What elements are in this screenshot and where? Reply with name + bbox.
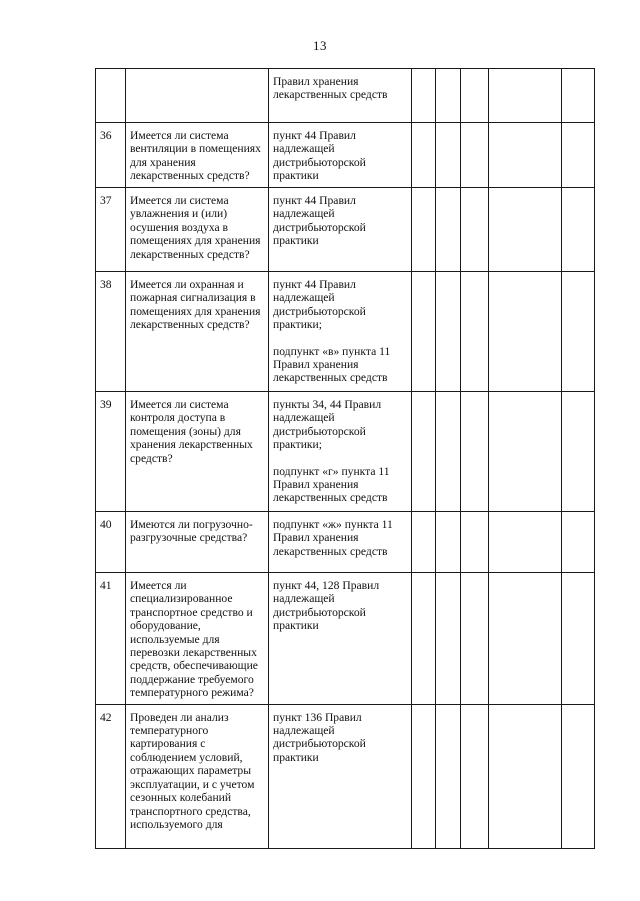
requirements-reference-cell xyxy=(269,188,412,272)
reference-paragraph: подпункт «в» пункта 11 Правил хранения лекарственных средств xyxy=(273,344,391,385)
checklist-table-body xyxy=(96,69,595,849)
answer-na-cell[interactable] xyxy=(461,573,489,705)
answer-no-cell[interactable] xyxy=(436,123,461,188)
checklist-row xyxy=(96,704,595,848)
reference-paragraph: пункт 136 Правил надлежащей дистрибьюторской практики xyxy=(273,710,366,764)
row-number: 37 xyxy=(96,188,126,272)
extra-cell[interactable] xyxy=(562,392,595,512)
requirements-reference-cell xyxy=(269,704,412,848)
question-cell: Имеется ли система контроля доступа в помещения (зоны) для хранения лекарственных средств? xyxy=(126,392,269,512)
requirements-reference-cell xyxy=(269,69,412,123)
notes-cell[interactable] xyxy=(489,512,562,573)
answer-yes-cell[interactable] xyxy=(412,188,436,272)
answer-na-cell[interactable] xyxy=(461,188,489,272)
row-number: 42 xyxy=(96,704,126,848)
extra-cell[interactable] xyxy=(562,272,595,392)
reference-paragraph: подпункт «г» пункта 11 Правил хранения лекарственных средств xyxy=(273,464,390,505)
question-cell: Проведен ли анализ температурного картирования с соблюдением условий, отражающих параметры эксплуатации, и с учетом сезонных колебаний транспортного средства, используемого для xyxy=(126,704,269,848)
checklist-row xyxy=(96,392,595,512)
answer-no-cell[interactable] xyxy=(436,392,461,512)
checklist-row xyxy=(96,69,595,123)
answer-na-cell[interactable] xyxy=(461,704,489,848)
extra-cell[interactable] xyxy=(562,188,595,272)
reference-paragraph: пункт 44, 128 Правил надлежащей дистрибьюторской практики xyxy=(273,579,380,633)
question-cell xyxy=(126,69,269,123)
question-cell: Имеется ли система вентиляции в помещениях для хранения лекарственных средств? xyxy=(126,123,269,188)
extra-cell[interactable] xyxy=(562,704,595,848)
answer-no-cell[interactable] xyxy=(436,512,461,573)
notes-cell[interactable] xyxy=(489,704,562,848)
row-number: 41 xyxy=(96,573,126,705)
row-number: 39 xyxy=(96,392,126,512)
notes-cell[interactable] xyxy=(489,188,562,272)
requirements-reference-cell xyxy=(269,392,412,512)
answer-yes-cell[interactable] xyxy=(412,392,436,512)
question-cell: Имеется ли специализированное транспортное средство и оборудование, используемые для перевозки лекарственных средств, обеспечивающие поддержание требуемого температурного режима? xyxy=(126,573,269,705)
answer-no-cell[interactable] xyxy=(436,69,461,123)
checklist-row xyxy=(96,272,595,392)
answer-no-cell[interactable] xyxy=(436,272,461,392)
answer-yes-cell[interactable] xyxy=(412,573,436,705)
checklist-row xyxy=(96,123,595,188)
answer-yes-cell[interactable] xyxy=(412,704,436,848)
answer-yes-cell[interactable] xyxy=(412,272,436,392)
checklist-row xyxy=(96,188,595,272)
answer-yes-cell[interactable] xyxy=(412,69,436,123)
page-number: 13 xyxy=(313,38,327,53)
checklist-row xyxy=(96,573,595,705)
answer-na-cell[interactable] xyxy=(461,512,489,573)
answer-na-cell[interactable] xyxy=(461,272,489,392)
notes-cell[interactable] xyxy=(489,272,562,392)
answer-no-cell[interactable] xyxy=(436,573,461,705)
requirements-reference-cell xyxy=(269,573,412,705)
answer-na-cell[interactable] xyxy=(461,392,489,512)
extra-cell[interactable] xyxy=(562,69,595,123)
reference-paragraph: пункт 44 Правил надлежащей дистрибьюторской практики xyxy=(273,129,366,183)
notes-cell[interactable] xyxy=(489,392,562,512)
notes-cell[interactable] xyxy=(489,123,562,188)
question-cell: Имеются ли погрузочно-разгрузочные средства? xyxy=(126,512,269,573)
answer-na-cell[interactable] xyxy=(461,123,489,188)
row-number: 36 xyxy=(96,123,126,188)
checklist-row xyxy=(96,512,595,573)
reference-paragraph: пункты 34, 44 Правил надлежащей дистрибьюторской практики; xyxy=(273,398,382,452)
answer-no-cell[interactable] xyxy=(436,704,461,848)
notes-cell[interactable] xyxy=(489,69,562,123)
row-number xyxy=(96,69,126,123)
answer-no-cell[interactable] xyxy=(436,188,461,272)
extra-cell[interactable] xyxy=(562,123,595,188)
checklist-table xyxy=(95,68,595,849)
extra-cell[interactable] xyxy=(562,573,595,705)
requirements-reference-cell xyxy=(269,272,412,392)
row-number: 38 xyxy=(96,272,126,392)
reference-paragraph: пункт 44 Правил надлежащей дистрибьюторской практики xyxy=(273,194,366,248)
reference-paragraph: пункт 44 Правил надлежащей дистрибьюторской практики; xyxy=(273,278,366,332)
extra-cell[interactable] xyxy=(562,512,595,573)
answer-yes-cell[interactable] xyxy=(412,123,436,188)
question-cell: Имеется ли система увлажнения и (или) осушения воздуха в помещениях для хранения лекарственных средств? xyxy=(126,188,269,272)
reference-paragraph: Правил хранения лекарственных средств xyxy=(273,75,388,102)
notes-cell[interactable] xyxy=(489,573,562,705)
reference-paragraph: подпункт «ж» пункта 11 Правил хранения лекарственных средств xyxy=(273,518,393,558)
requirements-reference-cell xyxy=(269,512,412,573)
answer-yes-cell[interactable] xyxy=(412,512,436,573)
question-cell: Имеется ли охранная и пожарная сигнализация в помещениях для хранения лекарственных средств? xyxy=(126,272,269,392)
row-number: 40 xyxy=(96,512,126,573)
requirements-reference-cell xyxy=(269,123,412,188)
answer-na-cell[interactable] xyxy=(461,69,489,123)
